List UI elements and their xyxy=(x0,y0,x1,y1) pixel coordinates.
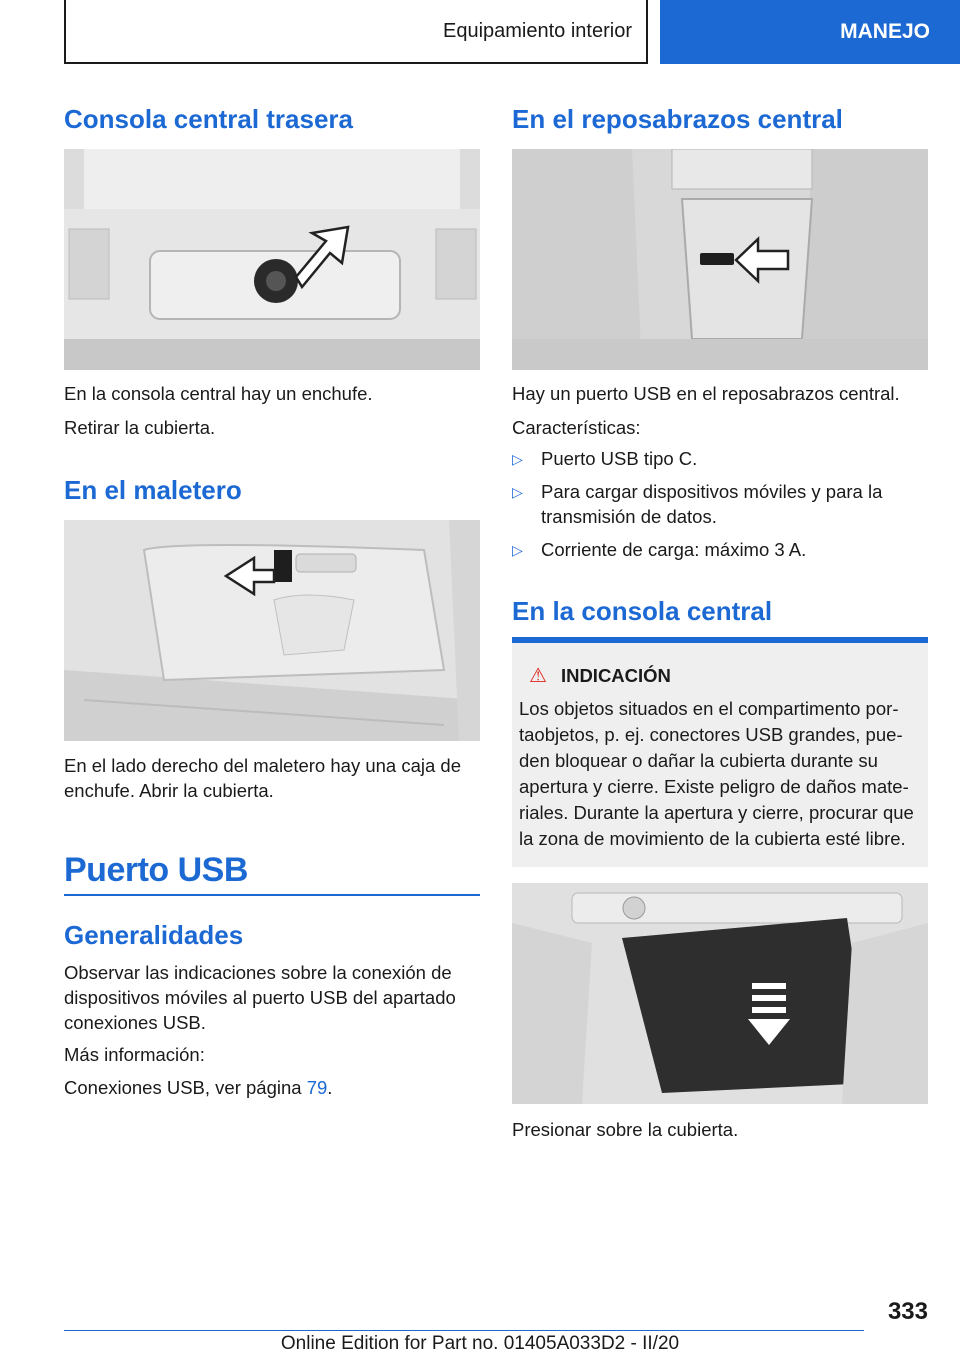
usb-heading-rule xyxy=(64,894,480,896)
text-features: Características: xyxy=(512,417,641,438)
triangle-right-icon: ▷ xyxy=(512,542,523,558)
text-remove-cover: Retirar la cubierta. xyxy=(64,417,216,438)
note-text: Los objetos situados en el compartimento portaobjetos, p. ej. conectores USB grandes, pueden bloquear o dañar la cubierta durante su apertura y cierre. Existe peligro de daños materiales. Durante la apertura y cierre, procurar que la zona de movimiento de la cubierta esté libre. xyxy=(519,698,914,849)
list-item: ▷ Puerto USB tipo C. xyxy=(512,446,932,471)
heading-armrest: En el reposabrazos central xyxy=(512,104,843,134)
text-more-info: Más información: xyxy=(64,1044,205,1065)
heading-rear-console: Consola central trasera xyxy=(64,104,354,134)
image-trunk-socket xyxy=(64,520,480,741)
header-chapter-tab[interactable]: MANEJO xyxy=(660,0,960,64)
heading-trunk: En el maletero xyxy=(64,475,242,505)
heading-general: Generalidades xyxy=(64,920,244,950)
triangle-right-icon: ▷ xyxy=(512,451,523,467)
list-item: ▷ Para cargar dispositivos móviles y para la transmisión de datos. xyxy=(512,481,883,527)
heading-center-console: En la consola central xyxy=(512,596,773,626)
text-trunk-socket: En el lado derecho del maletero hay una caja de enchufe. Abrir la cubierta. xyxy=(64,755,461,801)
list-item: ▷ Corriente de carga: máximo 3 A. xyxy=(512,537,932,562)
image-rear-console-socket xyxy=(64,149,480,370)
image-center-console-cover xyxy=(512,883,928,1104)
text-rear-console-socket: En la consola central hay un enchufe. xyxy=(64,383,373,404)
footer-edition: Online Edition for Part no. 01405A033D2 - II/20 xyxy=(280,1333,680,1354)
text-armrest-usb: Hay un puerto USB en el reposabrazos central. xyxy=(512,383,900,404)
page-reference-link[interactable]: 79 xyxy=(306,1077,328,1098)
footer-rule xyxy=(64,1330,864,1331)
note-box xyxy=(512,643,928,867)
image-armrest-usb xyxy=(512,149,928,370)
heading-usb-port: Puerto USB xyxy=(64,851,248,889)
page-number: 333 xyxy=(887,1298,928,1325)
features-list xyxy=(512,446,932,570)
triangle-right-icon: ▷ xyxy=(512,484,523,500)
text-general: Observar las indicaciones sobre la conexión de dispositivos móviles al puerto USB del apartado conexiones USB. xyxy=(64,962,456,1033)
warning-triangle-icon: ⚠ xyxy=(529,665,547,687)
header-section-label: Equipamiento interior xyxy=(64,0,648,64)
text-press-cover: Presionar sobre la cubierta. xyxy=(512,1119,739,1140)
text-usb-reference: Conexiones USB, ver página 79. xyxy=(64,1077,333,1098)
note-title: INDICACIÓN xyxy=(560,664,671,686)
